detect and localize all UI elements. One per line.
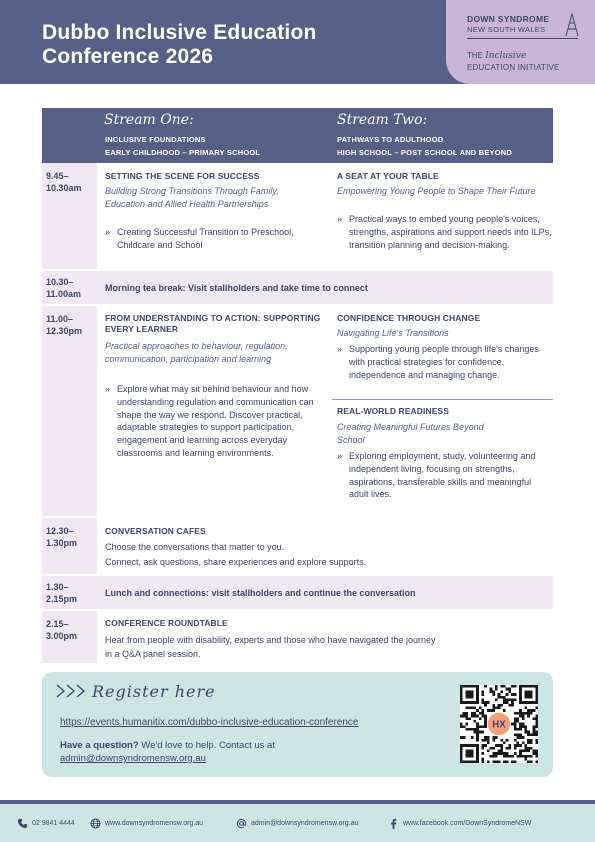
- logo-line-4: EDUCATION INITIATIVE: [467, 63, 560, 72]
- session-bullet: » Creating Successful Transition to Preschool, Childcare and School: [105, 226, 305, 252]
- session-time: 12.30– 1.30pm: [46, 526, 78, 548]
- logo-script-word: Inclusive: [485, 51, 527, 61]
- break-text: Morning tea break: Visit stallholders and take time to connect: [105, 283, 368, 293]
- time-cell: [42, 611, 97, 663]
- chevrons-right-icon: [56, 684, 90, 698]
- logo-line-3: THE Inclusive: [467, 51, 527, 61]
- page-footer: [0, 804, 595, 842]
- session-row-1: [42, 163, 553, 269]
- session-heading: FROM UNDERSTANDING TO ACTION: SUPPORTING EVERY LEARNER: [105, 313, 321, 334]
- title-line-1: Dubbo Inclusive Education: [42, 21, 317, 44]
- stream-one-audience: EARLY CHILDHOOD – PRIMARY SCHOOL: [105, 148, 261, 157]
- session-time: 10.30– 11.00am: [46, 277, 82, 299]
- session-heading: A SEAT AT YOUR TABLE: [337, 171, 439, 181]
- session-text-line-2: Connect, ask questions, share experiences and explore supports.: [105, 557, 367, 567]
- session-time: 9.45– 10.30am: [46, 171, 82, 193]
- time-cell: [42, 306, 97, 516]
- stream-two-audience: HIGH SCHOOL – POST SCHOOL AND BEYOND: [337, 148, 512, 157]
- session-row-4: [42, 518, 553, 574]
- footer-facebook[interactable]: www.facebook.com/DownSyndromeNSW: [388, 818, 531, 829]
- time-cell: [42, 163, 97, 269]
- session-time: 1.30– 2.15pm: [46, 582, 78, 604]
- stream-one-title: Stream One:: [104, 112, 194, 128]
- session-bullet: » Explore what may sit behind behaviour and how understanding regulation and communication can shape the way we respond. Discover practical, adaptable strategies to support participation, engagement and learning across everyday classrooms and learning environments.: [105, 383, 325, 460]
- logo-line-2: NEW SOUTH WALES: [467, 25, 546, 34]
- qr-badge-label: HX: [492, 719, 506, 731]
- time-cell: [42, 518, 97, 574]
- session-heading: SETTING THE SCENE FOR SUCCESS: [105, 171, 260, 181]
- registration-link[interactable]: https://events.humanitix.com/dubbo-inclusive-education-conference: [60, 717, 359, 728]
- footer-phone[interactable]: 02 9841 4444: [17, 818, 75, 829]
- session-subtitle: Creating Meaningful Futures Beyond School: [337, 422, 484, 445]
- globe-icon: [90, 818, 101, 829]
- session-heading: REAL-WORLD READINESS: [337, 406, 450, 416]
- footer-email[interactable]: admin@downsyndromensw.org.au: [236, 818, 359, 829]
- session-time: 2.15– 3.00pm: [46, 619, 78, 641]
- session-heading: CONVERSATION CAFES: [105, 526, 206, 536]
- register-heading: Register here: [92, 682, 216, 701]
- session-bullet: » Practical ways to embed young people's voices, strengths, aspirations and support needs into ILPs, transition planning and decision-making.: [337, 213, 552, 251]
- session-subtitle: Navigating Life's Transitions: [337, 328, 449, 338]
- registration-panel: [42, 672, 553, 777]
- facebook-icon: [388, 818, 399, 829]
- stream-one-name: INCLUSIVE FOUNDATIONS: [105, 135, 206, 144]
- session-subtitle: Empowering Young People to Shape Their Future: [337, 186, 536, 196]
- phone-icon: [17, 818, 28, 829]
- session-time: 11.00– 12.30pm: [46, 314, 83, 336]
- at-sign-icon: [236, 818, 247, 829]
- footer-website[interactable]: www.downsyndromensw.org.au: [90, 818, 203, 829]
- stream-two-title: Stream Two:: [337, 112, 428, 128]
- contact-email-link[interactable]: admin@downsyndromensw.org.au: [60, 753, 206, 764]
- stream-two-name: PATHWAYS TO ADULTHOOD: [337, 135, 444, 144]
- program-table-header: [42, 108, 553, 163]
- session-bullet: » Supporting young people through life's changes with practical strategies for confidence, independence and managing change.: [337, 343, 552, 381]
- session-subtitle: Building Strong Transitions Through Family, Education and Allied Health Partnerships: [105, 186, 279, 209]
- session-text-line-2: in a Q&A panel session.: [105, 649, 201, 659]
- logo-line-1: DOWN SYNDROME: [467, 14, 550, 24]
- title-line-2: Conference 2026: [42, 45, 214, 68]
- session-subtitle: Practical approaches to behaviour, regulation, communication, participation and learning: [105, 341, 288, 364]
- qr-code[interactable]: [460, 685, 538, 763]
- logo-divider: [467, 38, 578, 39]
- break-row-morning-tea: [42, 271, 553, 304]
- break-row-lunch: [42, 576, 553, 609]
- session-heading: CONFIDENCE THROUGH CHANGE: [337, 313, 481, 323]
- logo-ladder-icon: [564, 12, 580, 36]
- session-row-3: [42, 306, 553, 516]
- organisation-logo: [446, 0, 595, 84]
- break-text: Lunch and connections: visit stallholders and continue the conversation: [105, 588, 416, 598]
- page-title: [42, 21, 317, 69]
- session-text-line-1: Hear from people with disability, experts and those who have navigated the journey: [105, 635, 436, 645]
- contact-question: Have a question? We'd love to help. Contact us at: [60, 740, 275, 751]
- session-text-line-1: Choose the conversations that matter to you.: [105, 542, 285, 552]
- session-bullet: » Exploring employment, study, volunteering and independent living, focusing on strengths, aspirations, transferable skills and meaningful adult lives.: [337, 450, 552, 501]
- stream-divider: [332, 399, 553, 400]
- session-row-6: [42, 611, 553, 663]
- session-heading: CONFERENCE ROUNDTABLE: [105, 618, 228, 628]
